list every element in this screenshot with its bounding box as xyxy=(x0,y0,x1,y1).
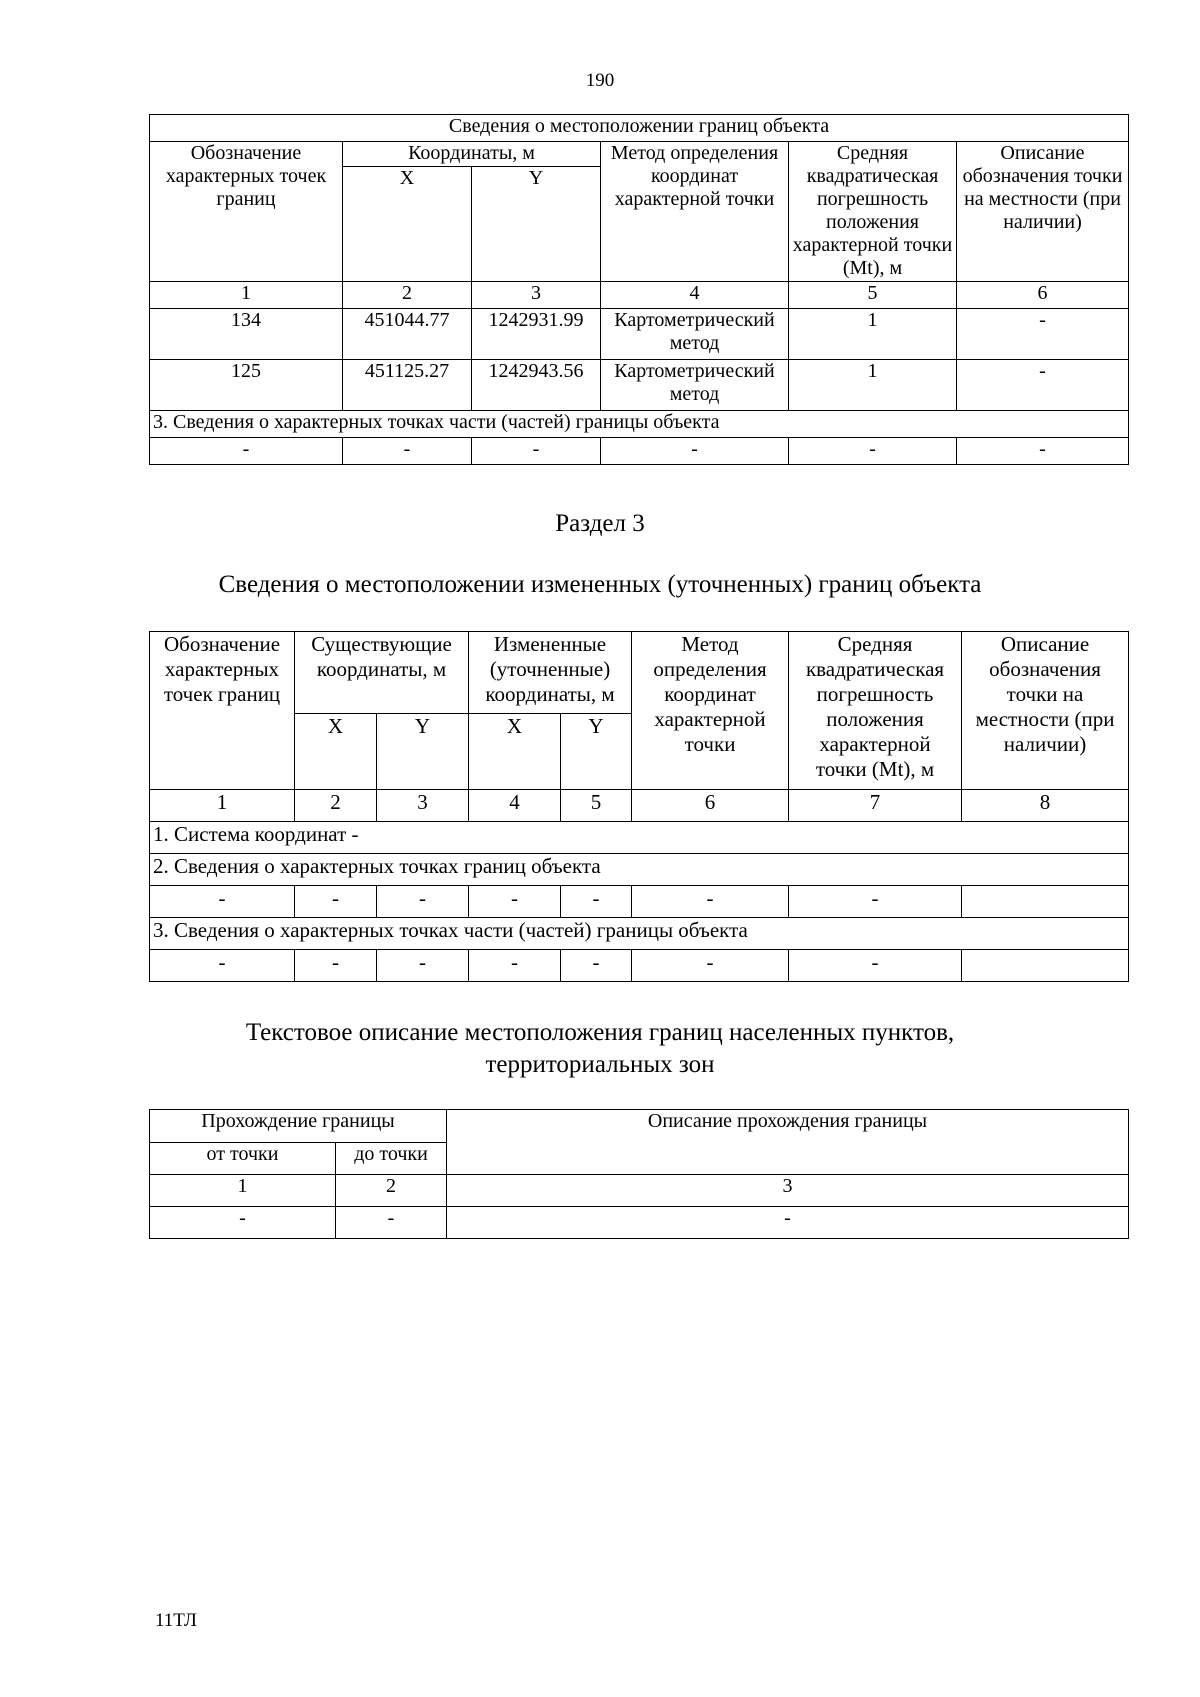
table3-header-description: Описание прохождения границы xyxy=(447,1110,1129,1175)
table1-cell-x: 451044.77 xyxy=(343,309,472,360)
table1-parts-cell: - xyxy=(472,438,601,465)
table1-col-number: 5 xyxy=(789,282,957,309)
table2-col-number: 2 xyxy=(295,790,377,822)
table2-points-cell: - xyxy=(561,886,632,918)
table-row xyxy=(150,886,1129,918)
table2-col-number: 8 xyxy=(962,790,1129,822)
table2-header-y1: Y xyxy=(377,714,469,790)
table1-cell-y: 1242943.56 xyxy=(472,360,601,411)
table-row xyxy=(150,1207,1129,1239)
table2-col-number: 6 xyxy=(632,790,789,822)
footer-code: 11ТЛ xyxy=(155,1610,197,1631)
table3-header-from: от точки xyxy=(150,1143,336,1175)
table2-coord-system: 1. Система координат - xyxy=(150,822,1129,854)
table1-cell-point: 134 xyxy=(150,309,343,360)
table1-cell-description: - xyxy=(957,309,1129,360)
table2-points-cell: - xyxy=(789,886,962,918)
table-row xyxy=(150,438,1129,465)
table2-points-cell: - xyxy=(377,886,469,918)
table3-header-passage: Прохождение границы xyxy=(150,1110,447,1143)
table1-header-y: Y xyxy=(472,167,601,282)
table2-header-method: Метод определения координат характерной точки xyxy=(632,632,789,790)
table3-cell-description: - xyxy=(447,1207,1129,1239)
table2-parts-cell: - xyxy=(295,950,377,982)
table2-parts-cell: - xyxy=(377,950,469,982)
table3-header-to: до точки xyxy=(336,1143,447,1175)
table2-header-point: Обозначение характерных точек границ xyxy=(150,632,295,790)
table2-points-cell: - xyxy=(469,886,561,918)
table2-parts-cell: - xyxy=(150,950,295,982)
table2-parts-cell xyxy=(962,950,1129,982)
table3-cell-to: - xyxy=(336,1207,447,1239)
table2-points-cell: - xyxy=(295,886,377,918)
table2-col-number: 7 xyxy=(789,790,962,822)
table1-header-point: Обозначение характерных точек границ xyxy=(150,142,343,282)
table2-header-existing: Существующие координаты, м xyxy=(295,632,469,714)
text-description-title-line1: Текстовое описание местоположения границ населенных пунктов, xyxy=(245,1019,955,1046)
table1-col-number: 2 xyxy=(343,282,472,309)
table1-parts-cell: - xyxy=(150,438,343,465)
table1-header-error: Средняя квадратическая погрешность положения характерной точки (Mt), м xyxy=(789,142,957,282)
table1-cell-description: - xyxy=(957,360,1129,411)
table1-header-description: Описание обозначения точки на местности (при наличии) xyxy=(957,142,1129,282)
table2-header-x1: X xyxy=(295,714,377,790)
table2-points-cell xyxy=(962,886,1129,918)
table2-header-y2: Y xyxy=(561,714,632,790)
table-row xyxy=(150,360,1129,411)
changed-boundaries-table xyxy=(149,631,1129,982)
table1-col-number: 6 xyxy=(957,282,1129,309)
table3-col-number: 3 xyxy=(447,1175,1129,1207)
table1-cell-error: 1 xyxy=(789,309,957,360)
table2-header-error: Средняя квадратическая погрешность положения характерной точки (Mt), м xyxy=(789,632,962,790)
table2-parts-cell: - xyxy=(789,950,962,982)
table1-cell-x: 451125.27 xyxy=(343,360,472,411)
table1-cell-method: Картометрический метод xyxy=(601,360,789,411)
table-row xyxy=(150,950,1129,982)
table1-col-number: 3 xyxy=(472,282,601,309)
table2-parts-cell: - xyxy=(561,950,632,982)
table2-header-x2: X xyxy=(469,714,561,790)
table2-parts-cell: - xyxy=(469,950,561,982)
table3-col-number: 1 xyxy=(150,1175,336,1207)
table2-parts-cell: - xyxy=(632,950,789,982)
table2-col-number: 5 xyxy=(561,790,632,822)
table1-col-number: 1 xyxy=(150,282,343,309)
table1-parts-cell: - xyxy=(957,438,1129,465)
boundary-location-table xyxy=(149,114,1129,465)
table2-points-heading: 2. Сведения о характерных точках границ объекта xyxy=(150,854,1129,886)
table2-col-number: 3 xyxy=(377,790,469,822)
table1-cell-y: 1242931.99 xyxy=(472,309,601,360)
table1-cell-error: 1 xyxy=(789,360,957,411)
page-number: 190 xyxy=(585,70,615,91)
table1-header-coords: Координаты, м xyxy=(343,142,601,167)
table1-cell-point: 125 xyxy=(150,360,343,411)
table3-col-number: 2 xyxy=(336,1175,447,1207)
table1-header-method: Метод определения координат характерной точки xyxy=(601,142,789,282)
section-title: Раздел 3 xyxy=(555,510,645,537)
table2-col-number: 1 xyxy=(150,790,295,822)
table1-header-x: X xyxy=(343,167,472,282)
table1-parts-heading: 3. Сведения о характерных точках части (частей) границы объекта xyxy=(150,411,1129,438)
table1-col-number: 4 xyxy=(601,282,789,309)
table2-col-number: 4 xyxy=(469,790,561,822)
table2-parts-heading: 3. Сведения о характерных точках части (частей) границы объекта xyxy=(150,918,1129,950)
table1-caption: Сведения о местоположении границ объекта xyxy=(150,115,1129,142)
table2-header-description: Описание обозначения точки на местности (при наличии) xyxy=(962,632,1129,790)
boundary-passage-table xyxy=(149,1109,1129,1239)
table3-cell-from: - xyxy=(150,1207,336,1239)
table2-points-cell: - xyxy=(150,886,295,918)
table1-parts-cell: - xyxy=(343,438,472,465)
table2-header-changed: Измененные (уточненные) координаты, м xyxy=(469,632,632,714)
text-description-title-line2: территориальных зон xyxy=(485,1051,715,1078)
table1-parts-cell: - xyxy=(789,438,957,465)
table2-points-cell: - xyxy=(632,886,789,918)
table1-cell-method: Картометрический метод xyxy=(601,309,789,360)
section-subtitle: Сведения о местоположении измененных (уточненных) границ объекта xyxy=(218,571,982,598)
table1-parts-cell: - xyxy=(601,438,789,465)
table-row xyxy=(150,309,1129,360)
